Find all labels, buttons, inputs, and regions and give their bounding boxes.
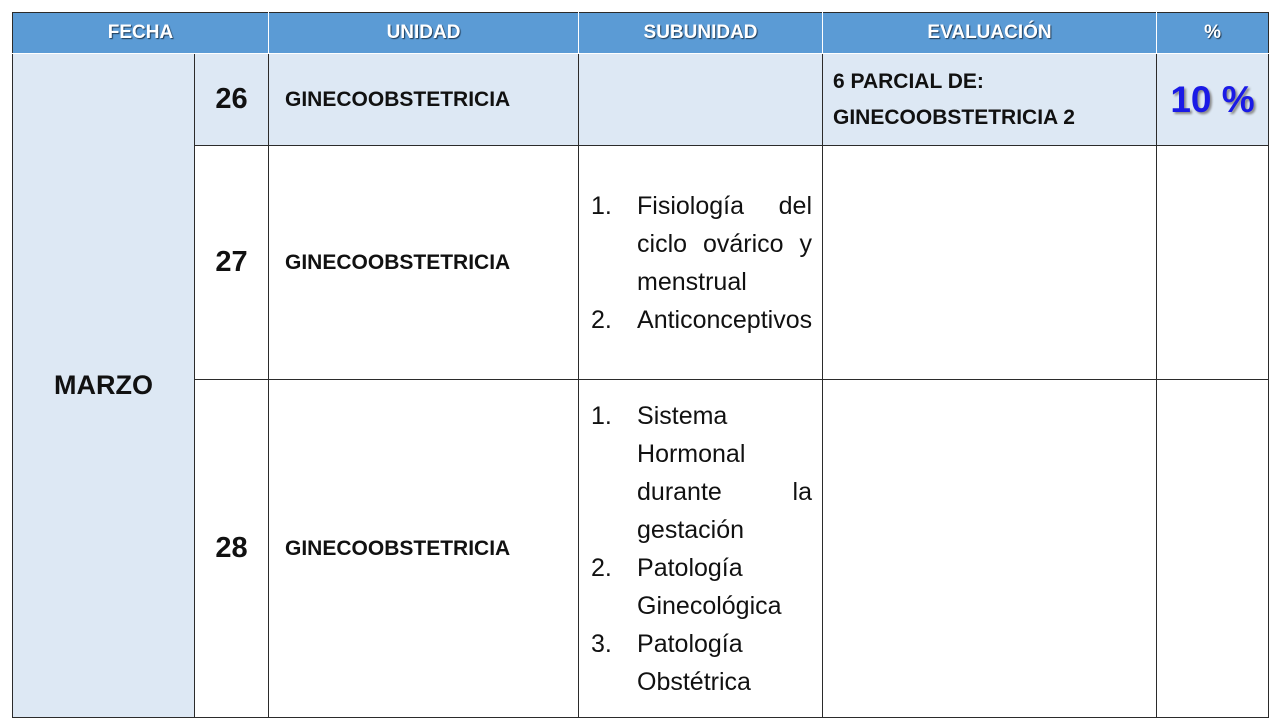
week-number: 26 [195,54,269,146]
evaluation-cell [823,146,1157,380]
evaluation-cell [823,380,1157,718]
subunit-cell [579,54,823,146]
topic-item: 1. Fisiología del ciclo ovárico y menstrual [585,187,812,301]
unit-cell: GINECOOBSTETRICIA [269,146,579,380]
subunit-cell [579,146,823,380]
header-porcentaje: % [1157,13,1269,54]
week-number: 28 [195,380,269,718]
percent-cell: 10 % [1157,54,1269,146]
topic-item: 2. Anticonceptivos [585,301,812,339]
percent-cell [1157,380,1269,718]
table-row [13,146,1269,380]
percent-cell [1157,146,1269,380]
topic-list [585,397,812,701]
schedule-table [12,12,1269,718]
topic-item: 2. Patología Ginecológica [585,549,812,625]
header-row [13,13,1269,54]
header-unidad: UNIDAD [269,13,579,54]
table-row [13,380,1269,718]
unit-cell: GINECOOBSTETRICIA [269,380,579,718]
topic-list [585,187,812,339]
month-cell: MARZO [13,54,195,718]
table-row [13,54,1269,146]
unit-cell: GINECOOBSTETRICIA [269,54,579,146]
header-evaluacion: EVALUACIÓN [823,13,1157,54]
header-fecha: FECHA [13,13,269,54]
evaluation-cell [823,54,1157,146]
topic-item: 1. Sistema Hormonal durante la gestación [585,397,812,549]
topic-item: 3. Patología Obstétrica [585,625,812,701]
week-number: 27 [195,146,269,380]
evaluation-line: GINECOOBSTETRICIA 2 [833,105,1075,129]
header-subunidad: SUBUNIDAD [579,13,823,54]
evaluation-line: 6 PARCIAL DE: [833,69,984,93]
subunit-cell [579,380,823,718]
